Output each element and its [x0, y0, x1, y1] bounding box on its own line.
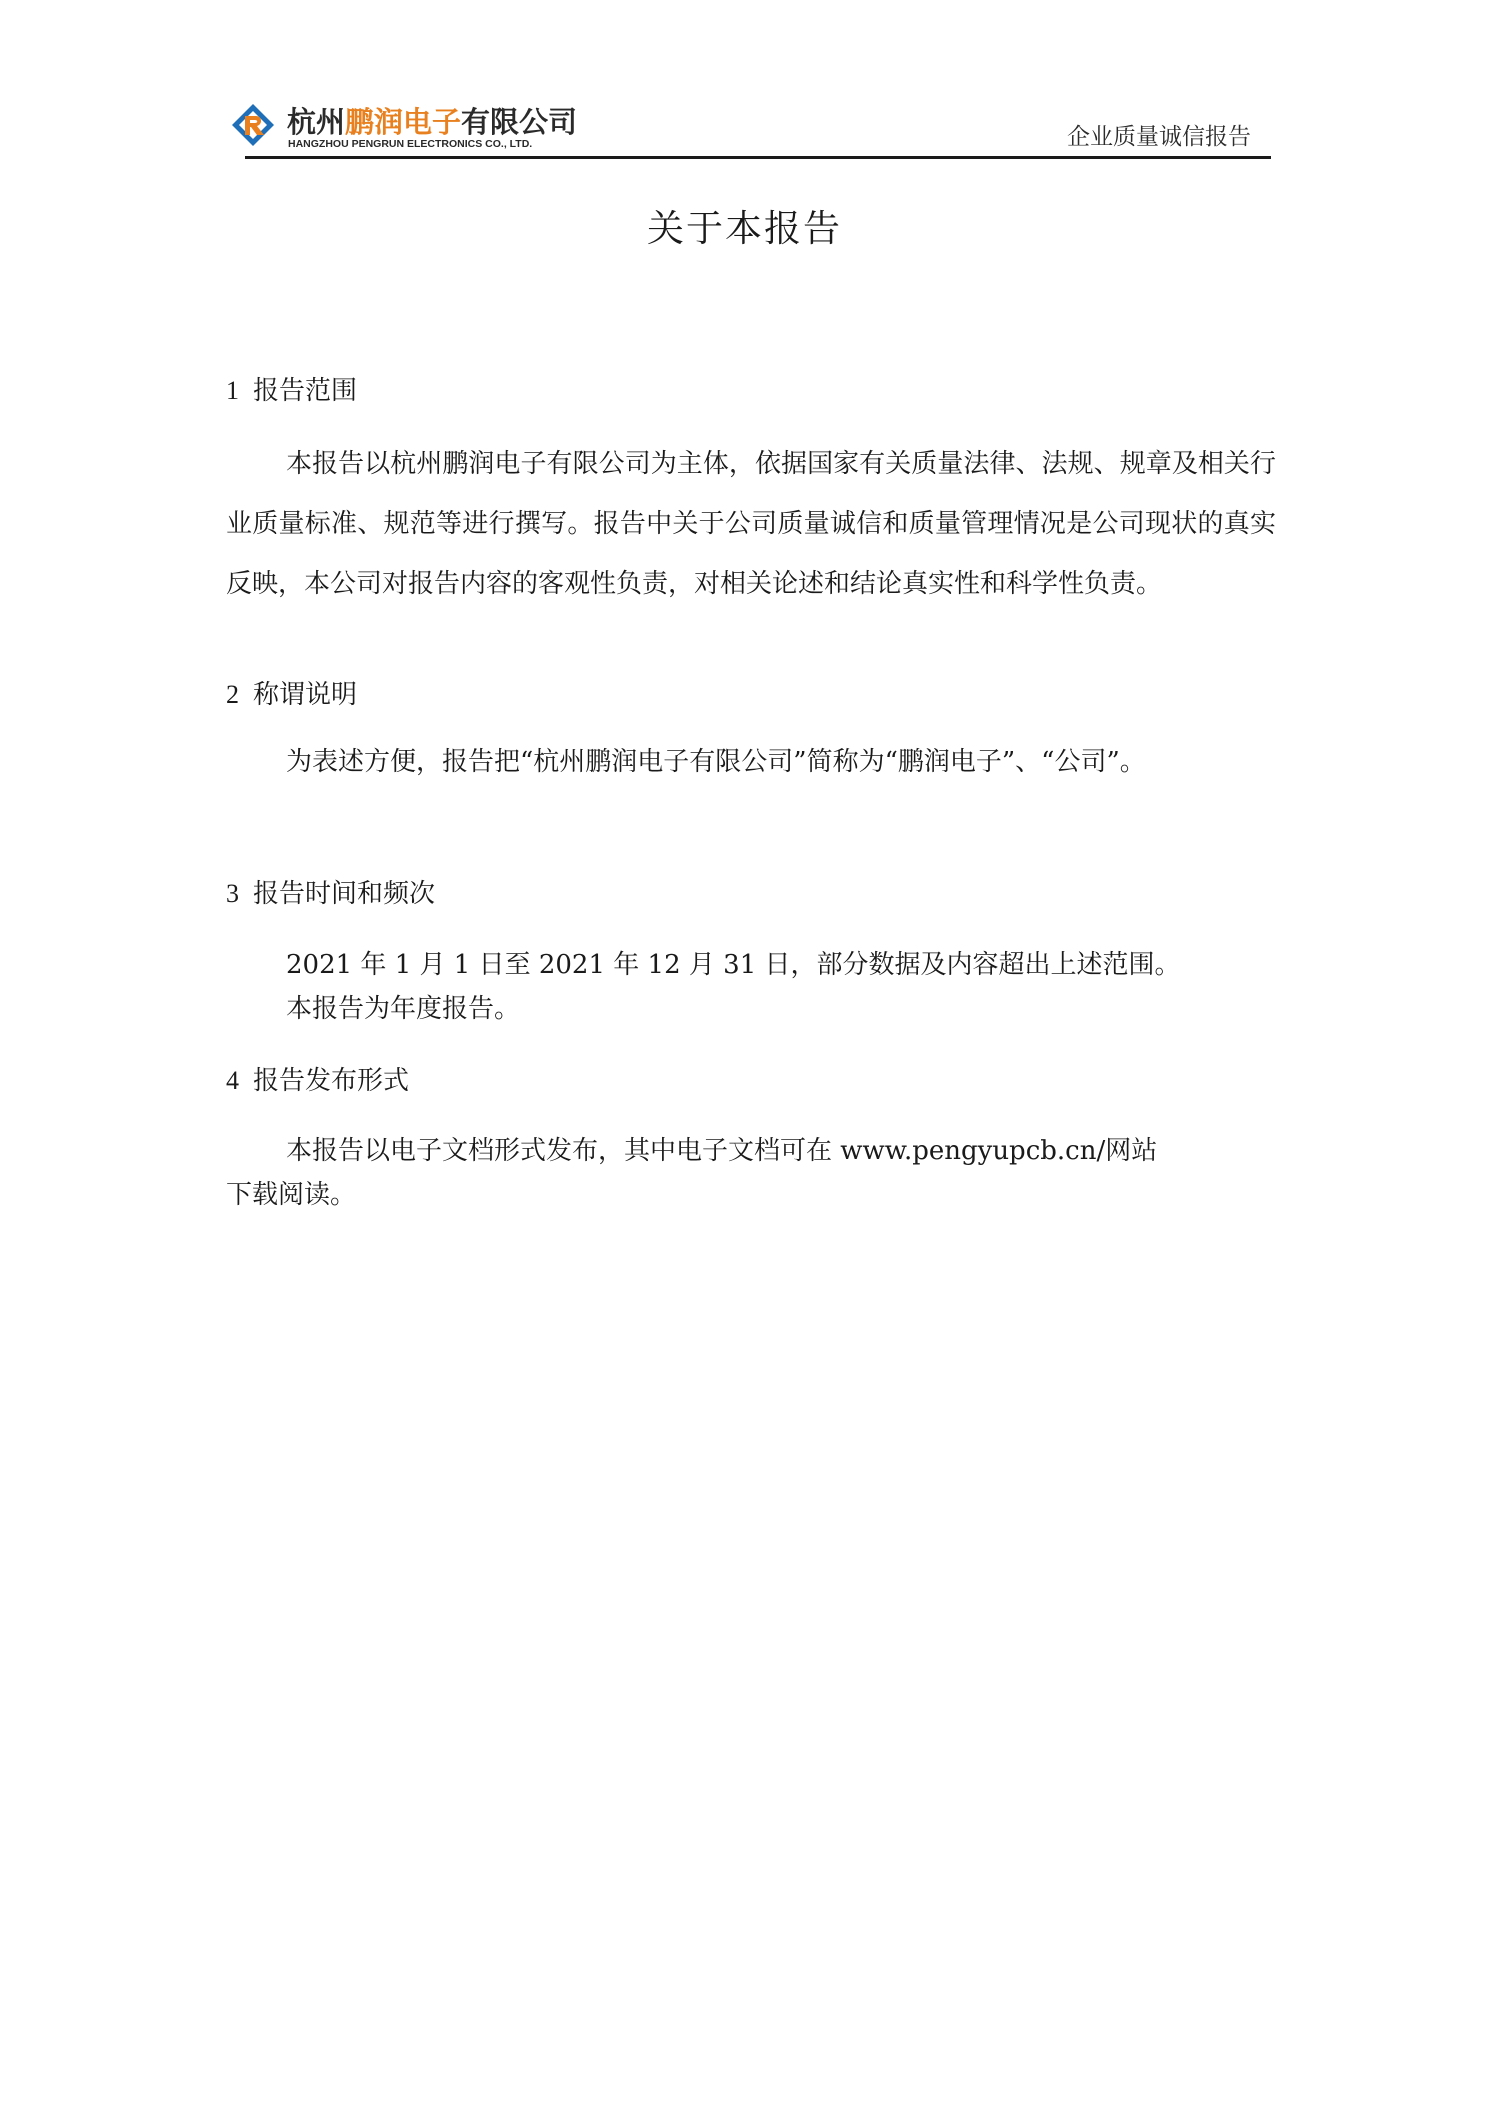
header-divider	[245, 156, 1271, 159]
section-body-3-line-2: 本报告为年度报告。	[286, 994, 521, 1024]
report-name: 企业质量诚信报告	[1067, 124, 1251, 150]
section-heading-4: 4 报告发布形式	[226, 1066, 410, 1096]
company-name-cn: 杭州鹏润电子有限公司	[287, 105, 578, 139]
company-name-en: HANGZHOU PENGRUN ELECTRONICS CO., LTD.	[288, 138, 533, 150]
section-heading-1: 1 报告范围	[226, 376, 358, 406]
section-heading-3: 3 报告时间和频次	[226, 879, 436, 909]
section-body-2: 为表述方便，报告把“杭州鹏润电子有限公司”简称为“鹏润电子”、“公司”。	[286, 747, 1146, 777]
page-title: 关于本报告	[647, 207, 842, 250]
section-body-3-line-1: 2021 年 1 月 1 日至 2021 年 12 月 31 日，部分数据及内容超出上述范围。	[286, 950, 1181, 980]
page-header	[225, 100, 1271, 158]
section-body-4-line-2: 下载阅读。	[226, 1180, 357, 1210]
section-body-1: 本报告以杭州鹏润电子有限公司为主体，依据国家有关质量法律、法规、规章及相关行业质量标准、规范等进行撰写。报告中关于公司质量诚信和质量管理情况是公司现状的真实反映，本公司对报告内容的客观性负责，对相关论述和结论真实性和科学性负责。	[226, 449, 1276, 599]
section-body-4-line-1: 本报告以电子文档形式发布，其中电子文档可在 www.pengyupcb.cn/网站	[286, 1136, 1158, 1166]
section-heading-2: 2 称谓说明	[226, 680, 358, 710]
company-logo-icon	[230, 102, 276, 148]
